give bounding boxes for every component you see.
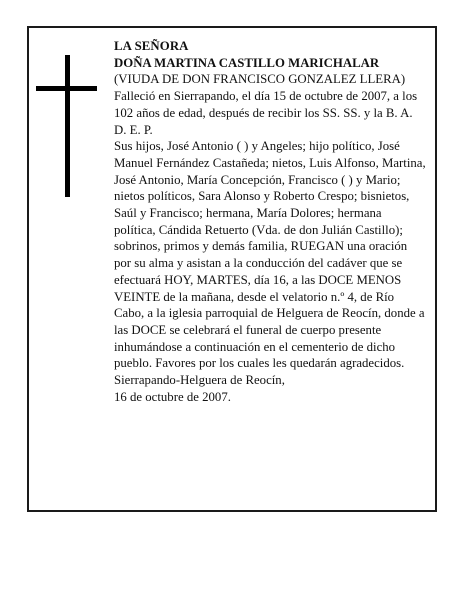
date-line: 16 de octubre de 2007. [114,389,231,404]
family-paragraph: Sus hijos, José Antonio ( ) y Angeles; hijo político, José Manuel Fernández Castañeda; nietos, Luis Alfonso, Martina, José Antonio, María Concepción, Francisco ( ) y Mario; nietos políticos, Sara Alonso y Roberto Crespo; bisnietos, Saúl y Francisco; hermana, María Dolores; hermana política, Cándida Retuerto (Vda. de don Julián Castillo); sobrinos, primos y demás familia, RUEGAN una oración por su alma y asistan a la conducción del cadáver que se efectuará HOY, MARTES, día 16, a las DOCE MENOS VEINTE de la mañana, desde el velatorio n.º 4, de Río Cabo, a la iglesia parroquial de Helguera de Reocín, donde a las DOCE se celebrará el funeral de cuerpo presente inhumándose a continuación en el cementerio de dicho pueblo. Favores por los cuales les quedarán agradecidos. [114,139,426,371]
deceased-name: DOÑA MARTINA CASTILLO MARICHALAR [114,55,380,70]
cross-icon-bar [36,86,97,91]
cross-icon [65,55,70,197]
death-notice: Falleció en Sierrapando, el día 15 de octubre de 2007, a los 102 años de edad, después de recibir los SS. SS. y la B. A. [114,89,418,120]
place-line: Sierrapando-Helguera de Reocín, [114,373,285,388]
notice-title: LA SEÑORA [114,39,189,53]
obituary-text-block [114,38,426,405]
rip-line: D. E. P. [114,122,153,137]
widow-of-line: (VIUDA DE DON FRANCISCO GONZALEZ LLERA) [114,72,406,87]
